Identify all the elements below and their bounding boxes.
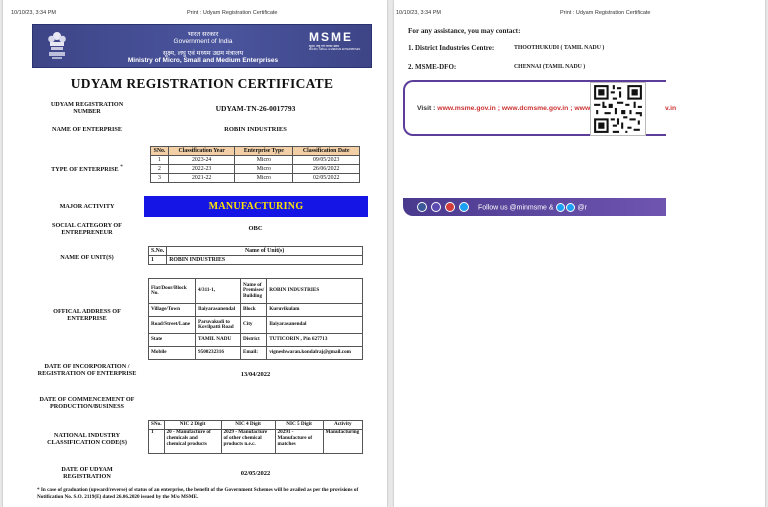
addr-email-value: vigneshwaran.kondalraj@gmail.com — [267, 347, 363, 360]
cls-header-type: Enterprise Type — [235, 147, 293, 156]
certificate-page-2 — [394, 0, 765, 507]
addr-district-label: District — [241, 334, 267, 347]
msme-dfo-label: 2. MSME-DFO: — [408, 63, 457, 71]
table-row — [149, 304, 363, 317]
classification-table — [150, 146, 360, 183]
follow-tail: @r — [577, 204, 587, 212]
nic-table — [148, 420, 363, 454]
note-text: In case of graduation (upward/reverse) of status of an enterprise, the benefit of the Government Schemes will be availed as per the provisions of Notification No. S.O. 2119(E) dated 26.06.2020 issued by the M/o MSME. — [37, 487, 359, 500]
cls-cell: 2023-24 — [169, 156, 235, 165]
enterprise-type-label-text: TYPE OF ENTERPRISE — [51, 166, 119, 174]
qr-code-icon — [590, 82, 646, 136]
print-title: Print : Udyam Registration Certificate — [187, 10, 278, 16]
nic-cell: 20291 - Manufacture of matches — [275, 430, 323, 454]
reg-number-value: UDYAM-TN-26-0017793 — [215, 104, 296, 113]
facebook-icon[interactable] — [417, 202, 427, 212]
addr-state-value: TAMIL NADU — [196, 334, 241, 347]
social-category-label: SOCIAL CATEGORY OF ENTREPRENEUR — [52, 222, 122, 236]
visit-prefix: Visit : — [417, 105, 436, 112]
addr-premises-value: ROBIN INDUSTRIES — [267, 279, 363, 304]
cls-cell: 1 — [151, 156, 169, 165]
incorporation-date-value: 13/04/2022 — [240, 371, 271, 378]
units-table — [148, 246, 363, 265]
twitter-icon[interactable] — [459, 202, 469, 212]
addr-road-label: Road/Street/Lane — [149, 317, 196, 334]
dic-value: THOOTHUKUDI ( TAMIL NADU ) — [514, 45, 605, 51]
visit-tail: v.in — [665, 105, 677, 112]
nic-codes-label: NATIONAL INDUSTRY CLASSIFICATION CODE(S) — [47, 432, 127, 446]
cls-cell: Micro — [235, 156, 293, 165]
table-row — [149, 256, 363, 265]
address-table — [148, 278, 363, 360]
dic-label: 1. District Industries Centre: — [408, 44, 495, 52]
addr-district-value: TUTICORIN , Pin 627713 — [267, 334, 363, 347]
classification-header-row — [151, 147, 360, 156]
addr-block-label: Block — [241, 304, 267, 317]
addr-block-value: Kuruvikulam — [267, 304, 363, 317]
table-row — [151, 156, 360, 165]
enterprise-type-label — [37, 164, 137, 173]
units-cell: ROBIN INDUSTRIES — [167, 256, 363, 265]
units-header-name: Name of Unit(s) — [167, 247, 363, 256]
addr-flat-value: 4/311-1, — [196, 279, 241, 304]
print-title: Print : Udyam Registration Certificate — [560, 10, 651, 16]
addr-mobile-label: Mobile — [149, 347, 196, 360]
cls-cell: 02/05/2022 — [293, 174, 360, 183]
msme-logo-hindi: सूक्ष्म, लघु एवं मध्यम उद्यम — [309, 44, 340, 48]
cls-header-sno: SNo. — [151, 147, 169, 156]
enterprise-name-value: ROBIN INDUSTRIES — [224, 126, 287, 133]
table-row — [149, 317, 363, 334]
units-cell: 1 — [149, 256, 167, 265]
print-timestamp: 10/10/23, 3:34 PM — [11, 10, 56, 16]
cls-cell: 09/05/2023 — [293, 156, 360, 165]
addr-city-value: Ilaiyarasanendal — [267, 317, 363, 334]
contact-heading: For any assistance, you may contact: — [408, 27, 521, 35]
enterprise-name-label: NAME OF ENTERPRISE — [52, 126, 122, 133]
visit-links[interactable] — [417, 105, 677, 112]
ministry-banner — [32, 24, 372, 68]
units-header-sno: S.No. — [149, 247, 167, 256]
social-category-value: OBC — [248, 225, 263, 232]
addr-road-value: Paruvakudi to Kovilpatti Road — [196, 317, 241, 334]
table-row — [149, 347, 363, 360]
nic-header-activity: Activity — [323, 421, 362, 430]
banner-hindi-gov: भारत सरकार — [187, 31, 219, 38]
twitter-icon[interactable] — [556, 203, 565, 212]
table-row — [149, 279, 363, 304]
instagram-icon[interactable] — [431, 202, 441, 212]
msme-logo-text: MSME — [309, 30, 353, 44]
nic-cell: 1 — [149, 430, 165, 454]
cls-cell: Micro — [235, 165, 293, 174]
cls-cell: 2 — [151, 165, 169, 174]
cls-cell: 3 — [151, 174, 169, 183]
cls-cell: Micro — [235, 174, 293, 183]
commencement-date-label: DATE OF COMMENCEMENT OF PRODUCTION/BUSINESS — [39, 396, 135, 410]
enterprise-type-asterisk: * — [120, 164, 123, 170]
certificate-title: UDYAM REGISTRATION CERTIFICATE — [70, 76, 334, 91]
major-activity-value: MANUFACTURING — [144, 196, 368, 217]
banner-ministry: Ministry of Micro, Small and Medium Enterprises — [127, 57, 279, 64]
udyam-date-label: DATE OF UDYAM REGISTRATION — [61, 466, 113, 480]
follow-label: Follow us @minmsme & — [478, 204, 554, 212]
nic-header-2digit: NIC 2 Digit — [164, 421, 221, 430]
cls-header-year: Classification Year — [169, 147, 235, 156]
nic-header-5digit: NIC 5 Digit — [275, 421, 323, 430]
print-timestamp: 10/10/23, 3:34 PM — [396, 10, 441, 16]
incorporation-date-label: DATE OF INCORPORATION / REGISTRATION OF ENTERPRISE — [37, 363, 137, 377]
addr-premises-label: Name of Premises/ Building — [241, 279, 267, 304]
nic-header-4digit: NIC 4 Digit — [221, 421, 275, 430]
social-bar — [403, 198, 666, 216]
national-emblem-icon — [47, 30, 67, 62]
graduation-note — [37, 487, 367, 500]
cls-cell: 2022-23 — [169, 165, 235, 174]
addr-mobile-value: 9500232316 — [196, 347, 241, 360]
banner-gov-of-india: Government of India — [173, 38, 233, 45]
follow-text — [478, 203, 587, 212]
nic-cell: 20 - Manufacture of chemicals and chemical products — [164, 430, 221, 454]
addr-village-label: Village/Town — [149, 304, 196, 317]
major-activity-label: MAJOR ACTIVITY — [59, 203, 115, 210]
addr-state-label: State — [149, 334, 196, 347]
cls-cell: 26/06/2022 — [293, 165, 360, 174]
nic-header-sno: SNo. — [149, 421, 165, 430]
addr-city-label: City — [241, 317, 267, 334]
table-row — [149, 247, 363, 256]
cls-cell: 2021-22 — [169, 174, 235, 183]
addr-flat-label: Flat/Door/Block No. — [149, 279, 196, 304]
udyam-date-value: 02/05/2022 — [240, 470, 271, 477]
youtube-icon[interactable] — [445, 202, 455, 212]
msme-logo-sub: MICRO, SMALL & MEDIUM ENTERPRISES — [309, 48, 361, 51]
table-row — [151, 165, 360, 174]
nic-cell: Manufacturing — [323, 430, 362, 454]
addr-email-label: Email: — [241, 347, 267, 360]
official-address-label: OFFICAL ADDRESS OF ENTERPRISE — [53, 308, 121, 322]
reg-number-label: UDYAM REGISTRATION NUMBER — [50, 101, 124, 115]
telegram-icon[interactable] — [566, 203, 575, 212]
table-row — [149, 334, 363, 347]
nic-cell: 2029 - Manufacture of other chemical products n.e.c. — [221, 430, 275, 454]
table-row — [151, 174, 360, 183]
addr-village-value: Ilaiyarasanendal — [196, 304, 241, 317]
certificate-page-1 — [3, 0, 387, 507]
banner-hindi-ministry: सूक्ष्म, लघु एवं मध्यम उद्यम मंत्रालय — [162, 50, 244, 57]
msme-logo — [309, 30, 361, 59]
unit-names-label: NAME OF UNIT(S) — [60, 254, 114, 261]
table-row — [149, 430, 363, 454]
note-asterisk: * — [37, 487, 40, 493]
cls-header-date: Classification Date — [293, 147, 360, 156]
visit-urls: www.msme.gov.in ; www.dcmsme.gov.in ; www — [437, 105, 591, 112]
msme-dfo-value: CHENNAI (TAMIL NADU ) — [514, 64, 586, 70]
